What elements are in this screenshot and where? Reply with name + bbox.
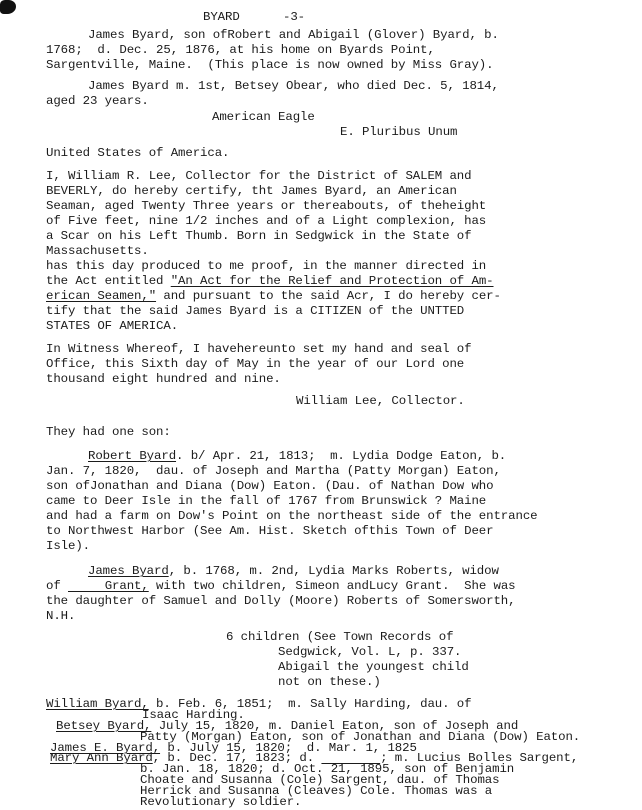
text-line: not on these.) [278,675,381,689]
text-line: son ofJonathan and Diana (Dow) Eaton. (Dau. of Nathan Dow who [46,479,494,493]
ink-blot [0,0,16,14]
text-line: Betsey Byard, July 15, 1820, m. Daniel Eaton, son of Joseph and [56,719,519,733]
text-line: came to Deer Isle in the fall of 1767 from Brunswick ? Maine [46,494,487,508]
signature-line: William Lee, Collector. [296,394,465,408]
name-mary-ann-byard: Mary Ann Byard [50,751,153,765]
text-line: They had one son: [46,425,171,439]
text-line: aged 23 years. [46,94,149,108]
text-line: United States of America. [46,146,230,160]
text-line: Isle). [46,539,91,553]
text-line: Choate and Susanna (Cole) Sargent, dau. of Thomas [140,773,500,787]
name-james-e-byard: James E. Byard, [50,741,161,755]
text-line: STATES OF AMERICA. [46,319,179,333]
text-line: erican Seamen," and pursuant to the said Acr, I do hereby cer- [46,289,501,303]
text-line: Massachusetts. [46,244,149,258]
text-line: James Byard, son ofRobert and Abigail (Glover) Byard, b. [88,28,499,42]
text-line: Isaac Harding. [142,708,245,722]
text-line: Office, this Sixth day of May in the year of our Lord one [46,357,465,371]
text-line: Mary Ann Byard, b. Dec. 17, 1823; d. ; m. Lucius Bolles Sargent, [50,751,579,765]
text-line: the daughter of Samuel and Dolly (Moore) Roberts of Somersworth, [46,594,516,608]
act-title: "An Act for the Relief and Protection of Am- [170,274,494,288]
text-line: Robert Byard. b/ Apr. 21, 1813; m. Lydia Dodge Eaton, b. [88,449,507,463]
header-title: BYARD [203,10,240,24]
text-line: tify that the said James Byard is a CITIZEN of the UNTTED [46,304,465,318]
name-james-byard: James Byard [88,564,169,578]
text-line: Sedgwick, Vol. L, p. 337. [278,645,462,659]
text-line: Seaman, aged Twenty Three years or thereabouts, of theheight [46,199,487,213]
text-line: James E. Byard, b. July 15, 1820; d. Mar. 1, 1825 [50,741,417,755]
text-line: thousand eight hundred and nine. [46,372,281,386]
text-line: Herrick and Susanna (Cleaves) Cole. Thomas was a [140,784,493,798]
name-betsey-byard: Betsey Byard, [56,719,152,733]
text-line: Sargentville, Maine. (This place is now owned by Miss Gray). [46,58,494,72]
text-line: a Scar on his Left Thumb. Born in Sedgwick in the State of [46,229,472,243]
text-line: BEVERLY, do hereby certify, tht James Byard, an American [46,184,457,198]
act-title-end: erican Seamen," [46,289,157,303]
page-number: -3- [283,10,306,24]
text-line: William Byard, b. Feb. 6, 1851; m. Sally Harding, dau. of [46,697,472,711]
text-line: has this day produced to me proof, in the manner directed in [46,259,487,273]
motto-heading: E. Pluribus Unum [340,125,458,139]
name-grant: Grant, [68,579,149,593]
text-line: and had a farm on Dow's Point on the northeast side of the entrance [46,509,538,523]
text-line: 1768; d. Dec. 25, 1876, at his home on Byards Point, [46,43,435,57]
name-robert-byard: Robert Byard [88,449,177,463]
text-line: to Northwest Harbor (See Am. Hist. Sketch ofthis Town of Deer [46,524,494,538]
text-line: In Witness Whereof, I havehereunto set my hand and seal of [46,342,472,356]
text-line: b. Jan. 18, 1820; d. Oct. 21, 1895, son of Benjamin [140,762,515,776]
text-line: I, William R. Lee, Collector for the District of SALEM and [46,169,472,183]
text-line: N.H. [46,609,76,623]
text-line: the Act entitled "An Act for the Relief and Protection of Am- [46,274,494,288]
text-line: Patty (Morgan) Eaton, son of Jonathan and Diana (Dow) Eaton. [140,730,581,744]
text-line: James Byard, b. 1768, m. 2nd, Lydia Marks Roberts, widow [88,564,499,578]
eagle-heading: American Eagle [212,110,315,124]
text-line: James Byard m. 1st, Betsey Obear, who died Dec. 5, 1814, [88,79,499,93]
name-william-byard: William Byard, [46,697,149,711]
text-line: 6 children (See Town Records of [226,630,454,644]
text-line: Abigail the youngest child [278,660,469,674]
text-line: of Grant, with two children, Simeon andLucy Grant. She was [46,579,516,593]
text-line: of Five feet, nine 1/2 inches and of a Light complexion, has [46,214,487,228]
text-line: Jan. 7, 1820, dau. of Joseph and Martha (Patty Morgan) Eaton, [46,464,501,478]
text-line: Revolutionary soldier. [140,795,302,809]
